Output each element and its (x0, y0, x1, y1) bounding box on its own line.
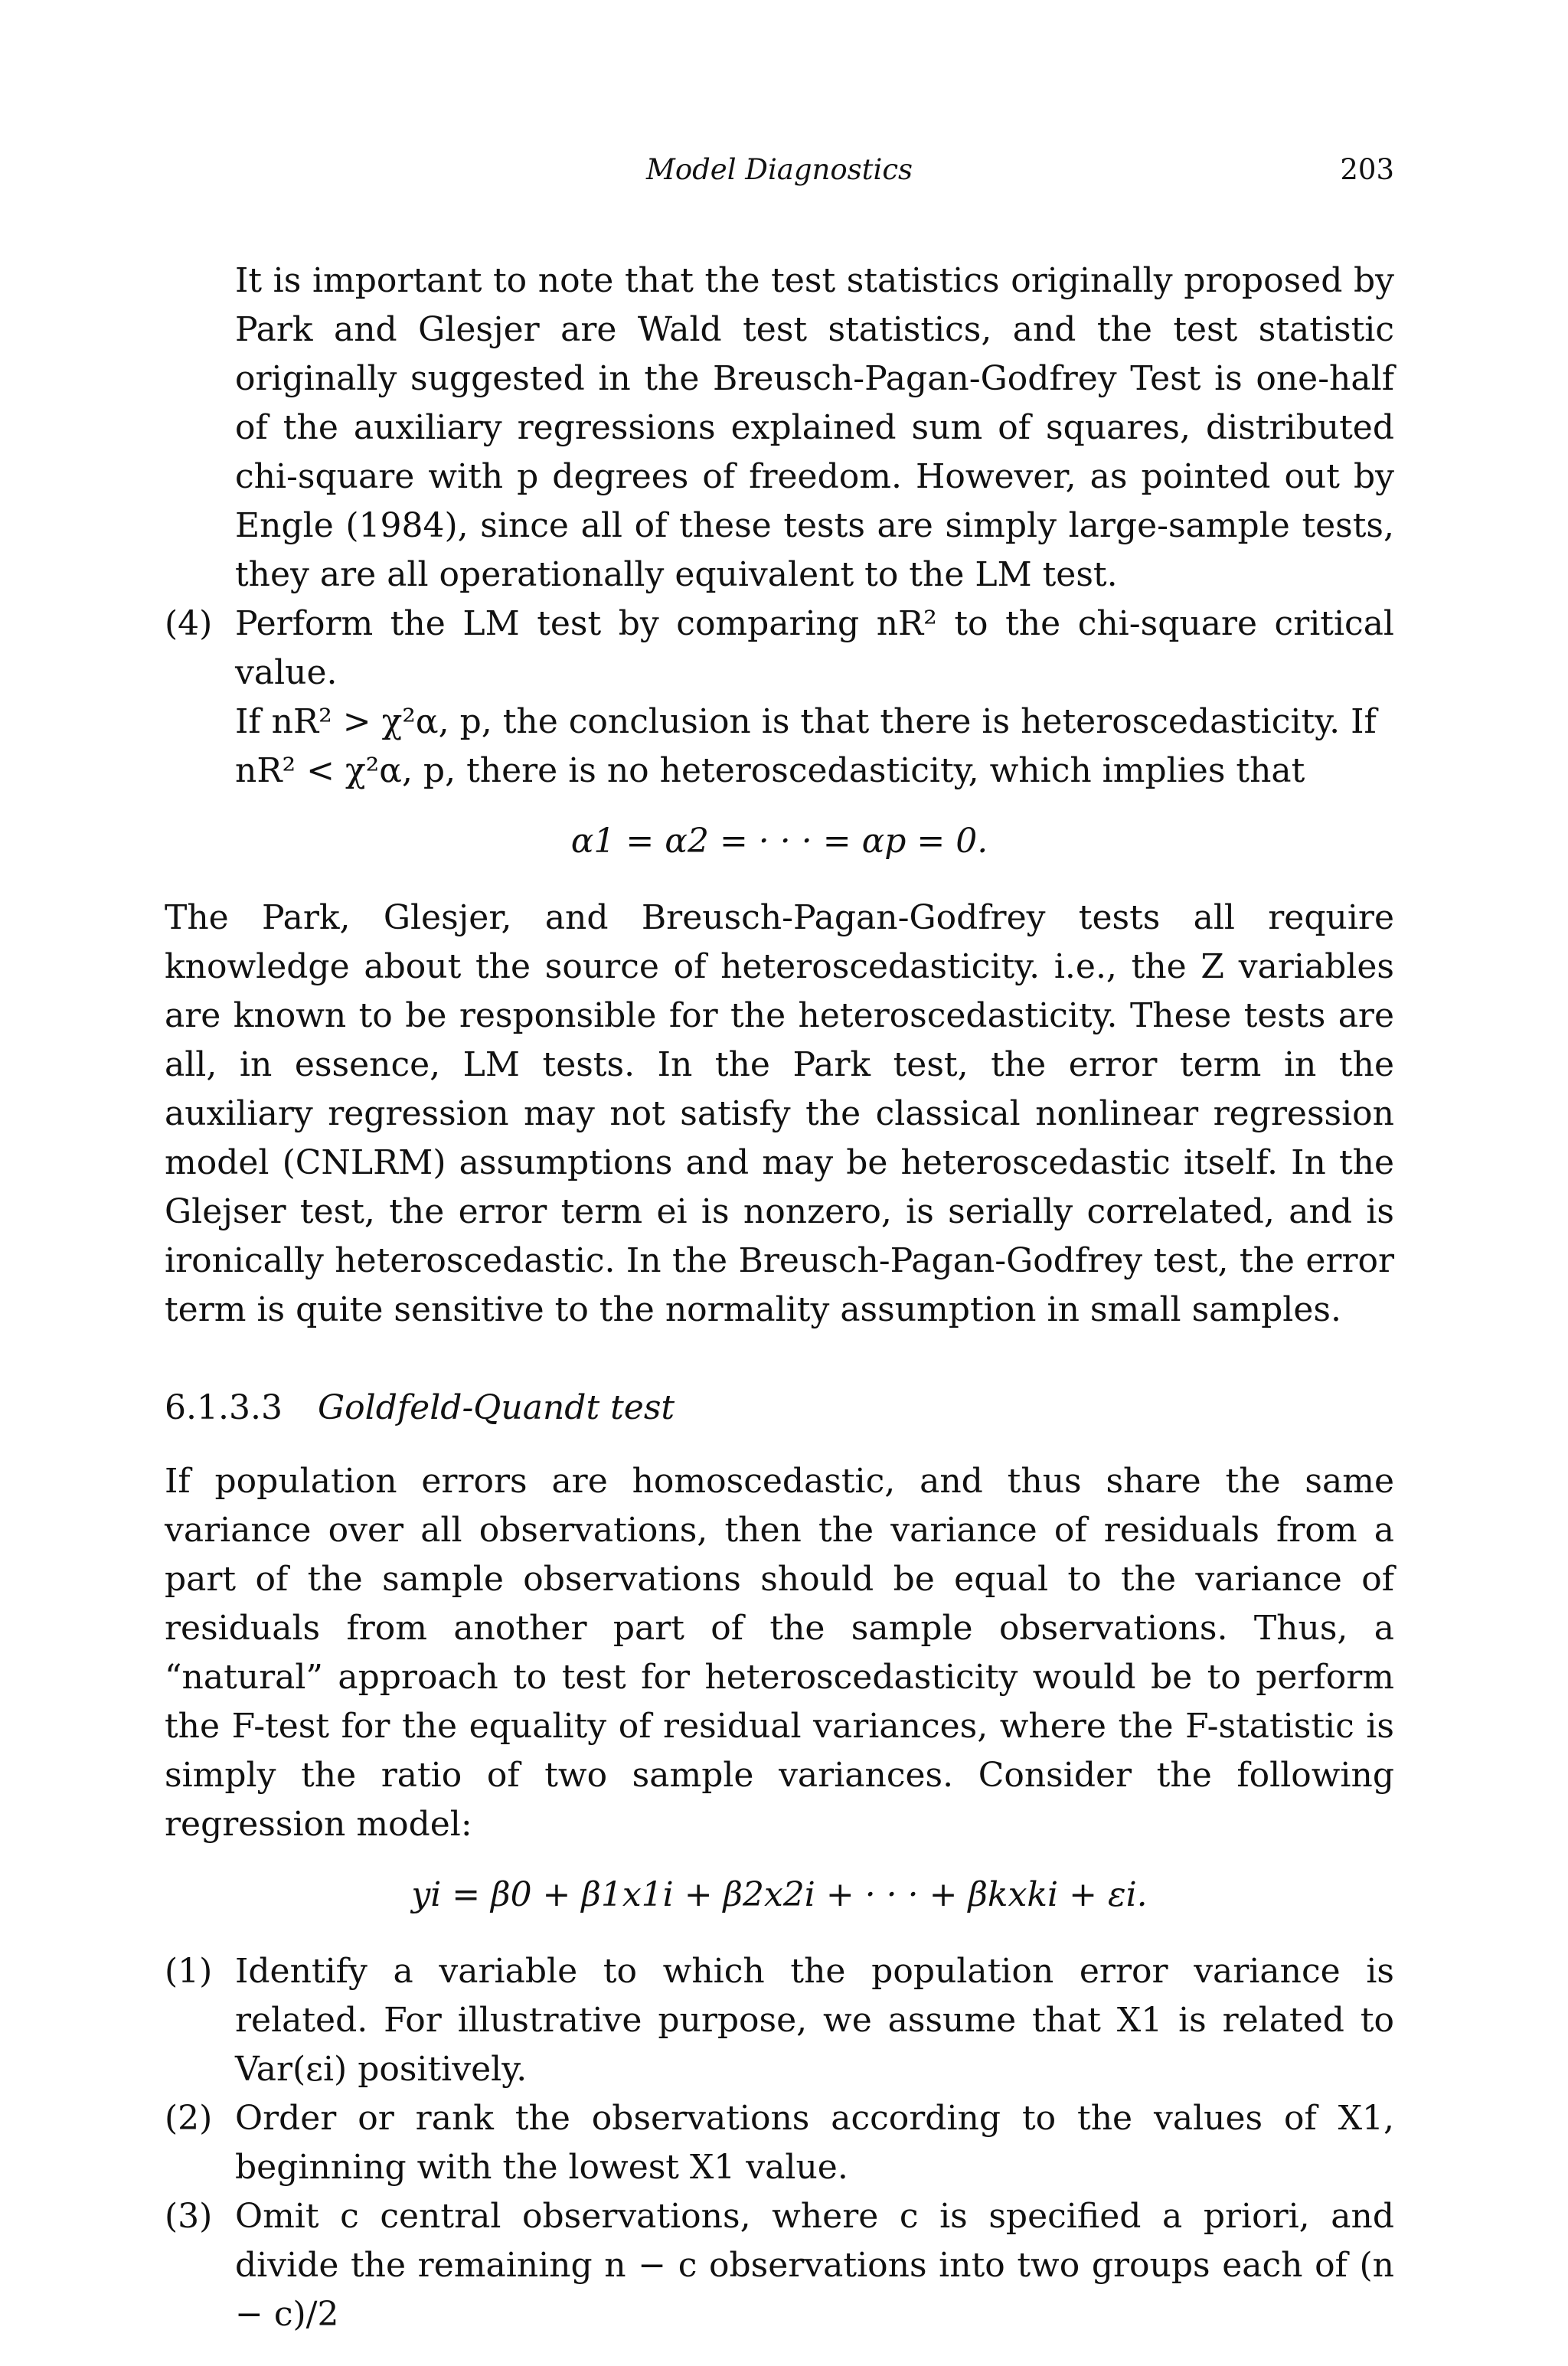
paragraph-goldfeld-quandt: If population errors are homoscedastic, and thus share the same variance over all observations, then the variance of residuals from a part of the sample observations should be equal to the variance of residuals from another part of the sample observations. Thus, a “natural” approach to test for heteroscedasticity would be to perform the F-test for the equality of residual variances, where the F-statistic is simply the ratio of two sample variances. Consider the following regression model: (165, 1462, 1394, 1844)
item4-line3: nR² < χ²α, p, there is no heteroscedasticity, which implies that (235, 751, 1305, 790)
paragraph-test-statistics: It is important to note that the test statistics originally proposed by Park and Glesjer are Wald test statistics, and the test statistic originally suggested in the Breusch-Pagan-Godfrey Test is one-half of the auxiliary regressions explained sum of squares, distributed chi-square with p degrees of freedom. However, as pointed out by Engle (1984), since all of these tests are simply large-sample tests, they are all operationally equivalent to the LM test. (235, 261, 1394, 594)
list-item-number: (2) (165, 2099, 213, 2138)
running-head (165, 153, 1394, 199)
page-number: 203 (1340, 153, 1394, 186)
list-item-2 (165, 2094, 1394, 2192)
list-item-4 (165, 600, 1394, 796)
list-item-1 (165, 1947, 1394, 2094)
equation-alpha-zero: α1 = α2 = · · · = αp = 0. (570, 822, 988, 861)
section-number: 6.1.3.3 (165, 1388, 283, 1427)
item4-line1: Perform the LM test by comparing nR² to the chi-square critical value. (235, 604, 1394, 692)
list-item-number: (1) (165, 1952, 213, 1991)
list-item-number: (4) (165, 604, 213, 643)
item4-line2: If nR² > χ²α, p, the conclusion is that there is heteroscedasticity. If (235, 702, 1377, 741)
running-title: Model Diagnostics (645, 153, 913, 186)
section-heading (165, 1384, 1394, 1433)
list-item-3 (165, 2192, 1394, 2339)
list-item-text: Omit c central observations, where c is specified a priori, and divide the remaining n − c observations into two groups each of (n − c)/2 (235, 2197, 1394, 2334)
list-item-text: Order or rank the observations according to the values of X1, beginning with the lowest X1 value. (235, 2099, 1394, 2187)
equation-regression-model: yi = β0 + β1x1i + β2x2i + · · · + βkxki + εi. (411, 1875, 1148, 1914)
list-item-number: (3) (165, 2197, 213, 2236)
page-body (165, 257, 1394, 2339)
list-item-text: Identify a variable to which the population error variance is related. For illustrative purpose, we assume that X1 is related to Var(εi) positively. (235, 1952, 1394, 2089)
section-title: Goldfeld-Quandt test (318, 1388, 675, 1427)
paragraph-lm-tests: The Park, Glesjer, and Breusch-Pagan-Godfrey tests all require knowledge about the source of heteroscedasticity. i.e., the Z variables are known to be responsible for the heteroscedasticity. These tests are all, in essence, LM tests. In the Park test, the error term in the auxiliary regression may not satisfy the classical nonlinear regression model (CNLRM) assumptions and may be heteroscedastic itself. In the Glejser test, the error term ei is nonzero, is serially correlated, and is ironically heteroscedastic. In the Breusch-Pagan-Godfrey test, the error term is quite sensitive to the normality assumption in small samples. (165, 898, 1394, 1329)
